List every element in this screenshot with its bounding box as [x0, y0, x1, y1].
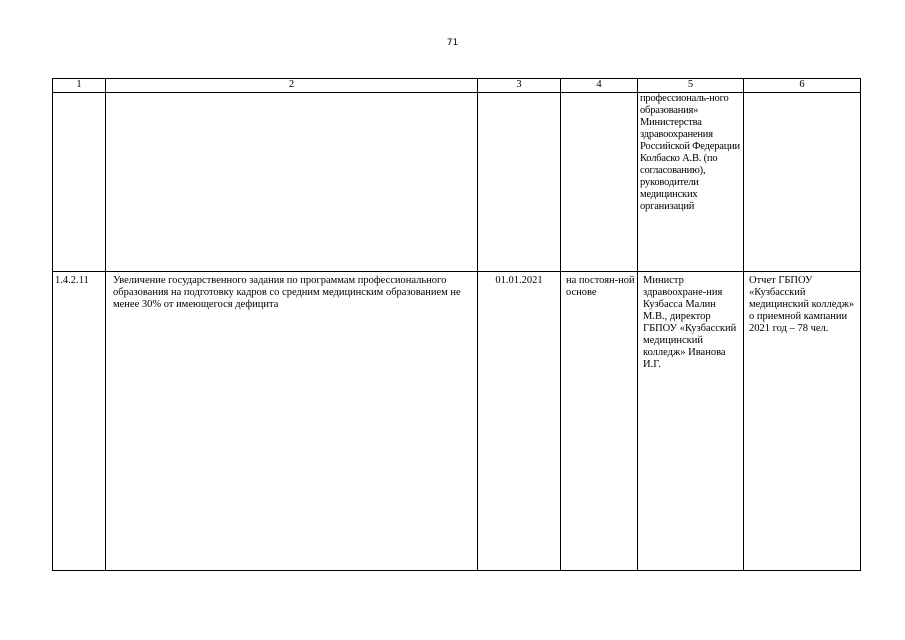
document-table [52, 78, 861, 571]
header-cell-4: 4 [561, 79, 638, 93]
cont-cell-2 [106, 93, 478, 272]
row-number-cell: 1.4.2.11 [53, 272, 106, 571]
cont-cell-6 [744, 93, 861, 272]
table-header-row [53, 79, 861, 93]
cont-cell-4 [561, 93, 638, 272]
page-number: 71 [446, 38, 459, 48]
header-cell-1: 1 [53, 79, 106, 93]
table-row [53, 272, 861, 571]
row-description-cell: Увеличение государственного задания по программам профессионального образования на подготовку кадров со средним медицинским образованием не менее 30% от имеющегося дефицита [106, 272, 478, 571]
row-responsible-cell: Министр здравоохране-ния Кузбасса Малин М.В., директор ГБПОУ «Кузбасский медицинский колледж» Иванова И.Г. [638, 272, 744, 571]
header-cell-2: 2 [106, 79, 478, 93]
cont-cell-3 [478, 93, 561, 272]
table-row-continuation [53, 93, 861, 272]
row-period-cell: на постоян-ной основе [561, 272, 638, 571]
cont-cell-1 [53, 93, 106, 272]
cont-cell-responsible: профессиональ-ного образования» Министерства здравоохранения Российской Федерации Колбаско А.В. (по согласованию), руководители медицинских организаций [638, 93, 744, 272]
row-date-cell: 01.01.2021 [478, 272, 561, 571]
header-cell-6: 6 [744, 79, 861, 93]
header-cell-5: 5 [638, 79, 744, 93]
header-cell-3: 3 [478, 79, 561, 93]
row-result-cell: Отчет ГБПОУ «Кузбасский медицинский колледж» о приемной кампании 2021 год – 78 чел. [744, 272, 861, 571]
